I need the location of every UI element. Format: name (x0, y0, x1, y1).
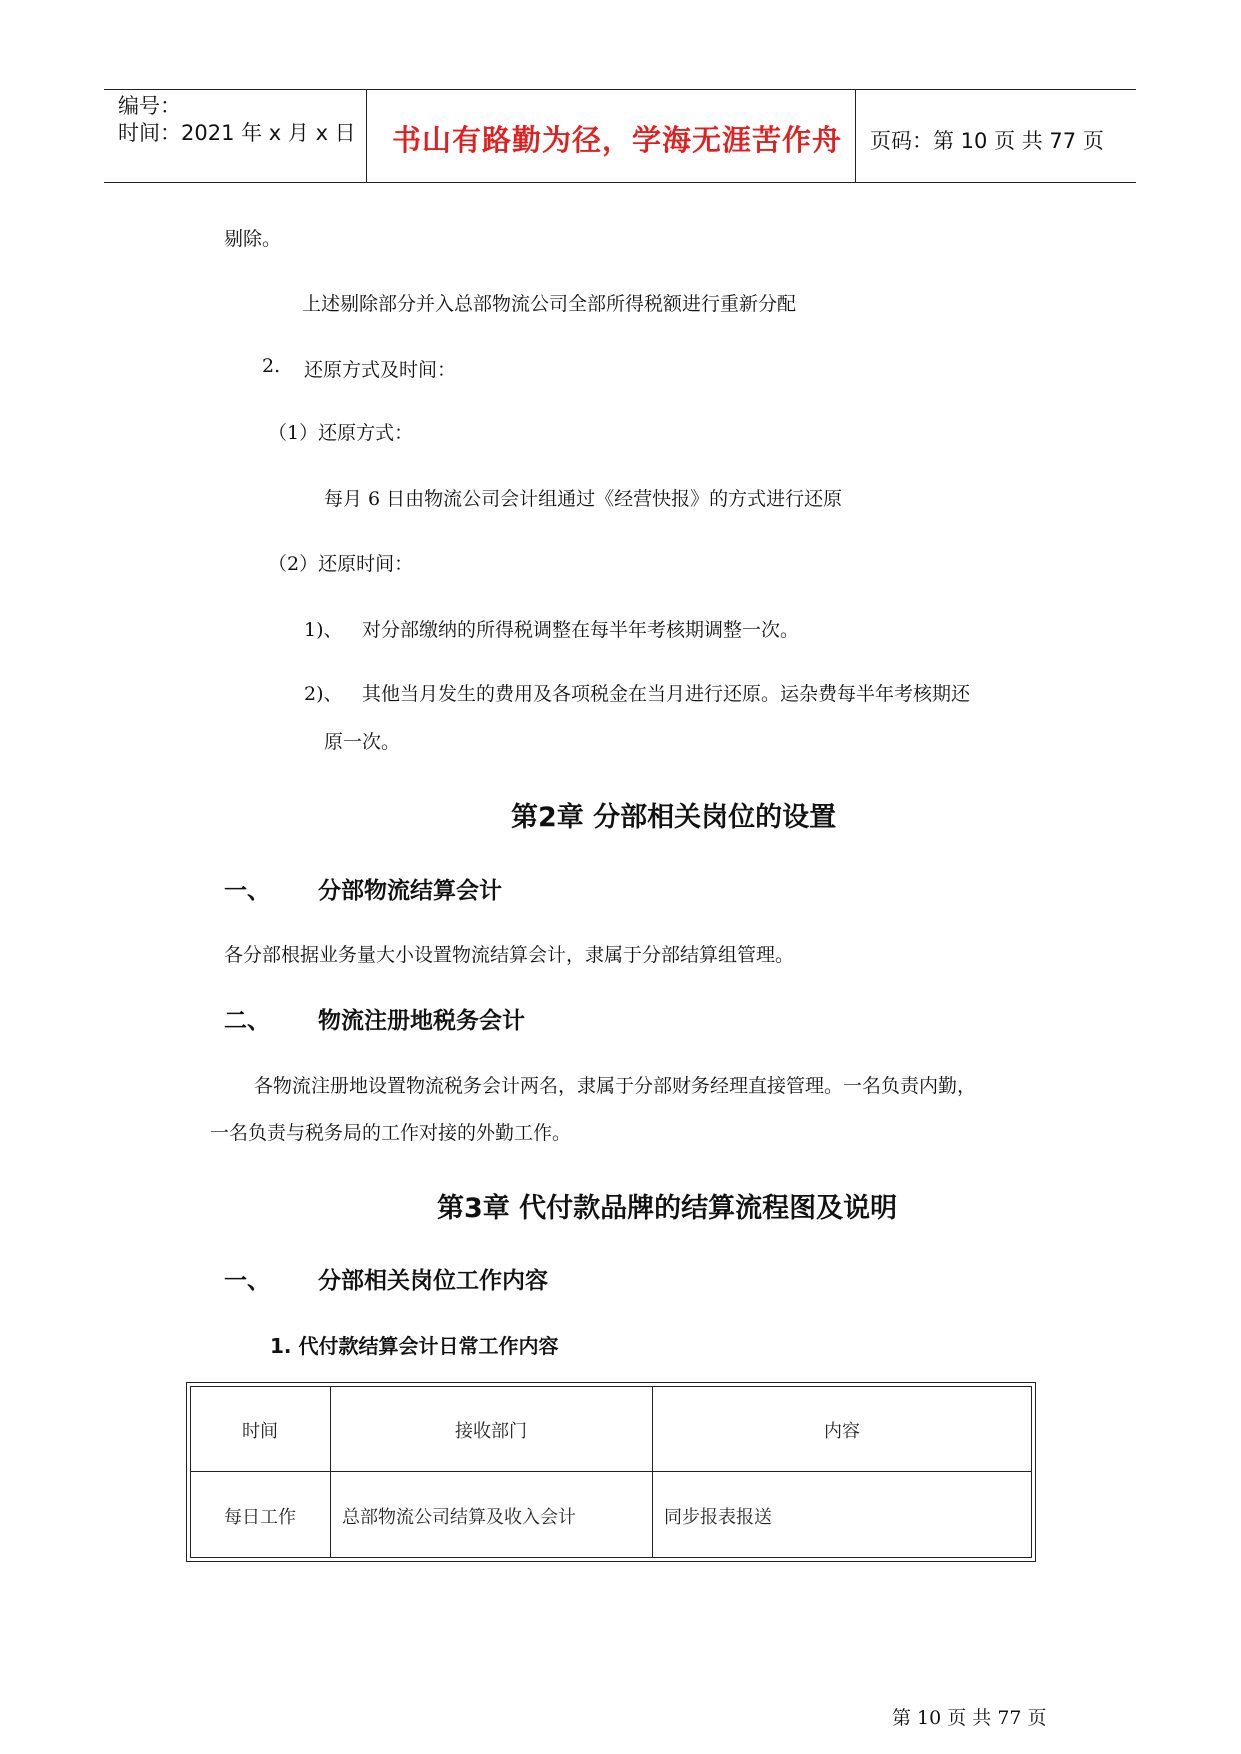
chapter-2-title: 第2章 分部相关岗位的设置 (511, 802, 837, 833)
table-header-time: 时间 (242, 1421, 278, 1442)
ch3-section-1-number: 一、 (224, 1268, 270, 1294)
header-divider-left (366, 90, 367, 182)
chapter-3-title: 第3章 代付款品牌的结算流程图及说明 (437, 1193, 898, 1224)
doc-time-label: 时间：2021 年 x 月 x 日 (118, 121, 356, 145)
ch2-section-1-title: 分部物流结算会计 (318, 878, 502, 904)
table-header-department: 接收部门 (455, 1421, 527, 1442)
table-cell-content: 同步报表报送 (664, 1507, 772, 1528)
ch3-sub-item-1: 1. 代付款结算会计日常工作内容 (270, 1334, 559, 1358)
ch3-section-1-title: 分部相关岗位工作内容 (318, 1268, 548, 1294)
sub-item-2-label: （2）还原时间： (268, 553, 414, 575)
bullet-2-continuation: 原一次。 (324, 731, 401, 753)
item-2-number: 2. (262, 355, 281, 377)
work-table-row-divider (190, 1471, 1032, 1472)
sub-item-1-label: （1）还原方式： (268, 422, 414, 444)
table-cell-time: 每日工作 (224, 1507, 296, 1528)
table-cell-department: 总部物流公司结算及收入会计 (342, 1507, 576, 1528)
bullet-2-number: 2)、 (304, 683, 343, 705)
bullet-2-text: 其他当月发生的费用及各项税金在当月进行还原。运杂费每半年考核期还 (362, 683, 971, 705)
item-2-text: 还原方式及时间： (304, 359, 457, 381)
footer-page-number: 第 10 页 共 77 页 (892, 1707, 1047, 1729)
work-table (190, 1386, 1032, 1558)
ch2-section-2-title: 物流注册地税务会计 (318, 1008, 525, 1034)
paragraph-reallocate: 上述剔除部分并入总部物流公司全部所得税额进行重新分配 (302, 293, 797, 315)
ch2-section-2-text-line2: 一名负责与税务局的工作对接的外勤工作。 (210, 1122, 572, 1144)
ch2-section-2-text-line1: 各物流注册地设置物流税务会计两名，隶属于分部财务经理直接管理。一名负责内勤， (254, 1075, 977, 1097)
paragraph-remove: 剔除。 (224, 228, 282, 250)
header-page-info: 页码：第 10 页 共 77 页 (870, 129, 1104, 153)
sub-item-1-text: 每月 6 日由物流公司会计组通过《经营快报》的方式进行还原 (324, 488, 843, 510)
doc-number-label: 编号： (118, 94, 181, 118)
table-header-content: 内容 (824, 1421, 860, 1442)
ch2-section-1-text: 各分部根据业务量大小设置物流结算会计，隶属于分部结算组管理。 (224, 944, 795, 966)
header-top-rule (104, 89, 1136, 90)
header-bottom-rule (104, 182, 1136, 183)
work-table-col-divider-1 (330, 1386, 331, 1558)
bullet-1-number: 1)、 (304, 619, 343, 641)
ch2-section-2-number: 二、 (224, 1008, 270, 1034)
work-table-col-divider-2 (652, 1386, 653, 1558)
header-divider-right (855, 90, 856, 182)
header-motto: 书山有路勤为径，学海无涯苦作舟 (392, 123, 843, 157)
bullet-1-text: 对分部缴纳的所得税调整在每半年考核期调整一次。 (362, 619, 800, 641)
ch2-section-1-number: 一、 (224, 878, 270, 904)
